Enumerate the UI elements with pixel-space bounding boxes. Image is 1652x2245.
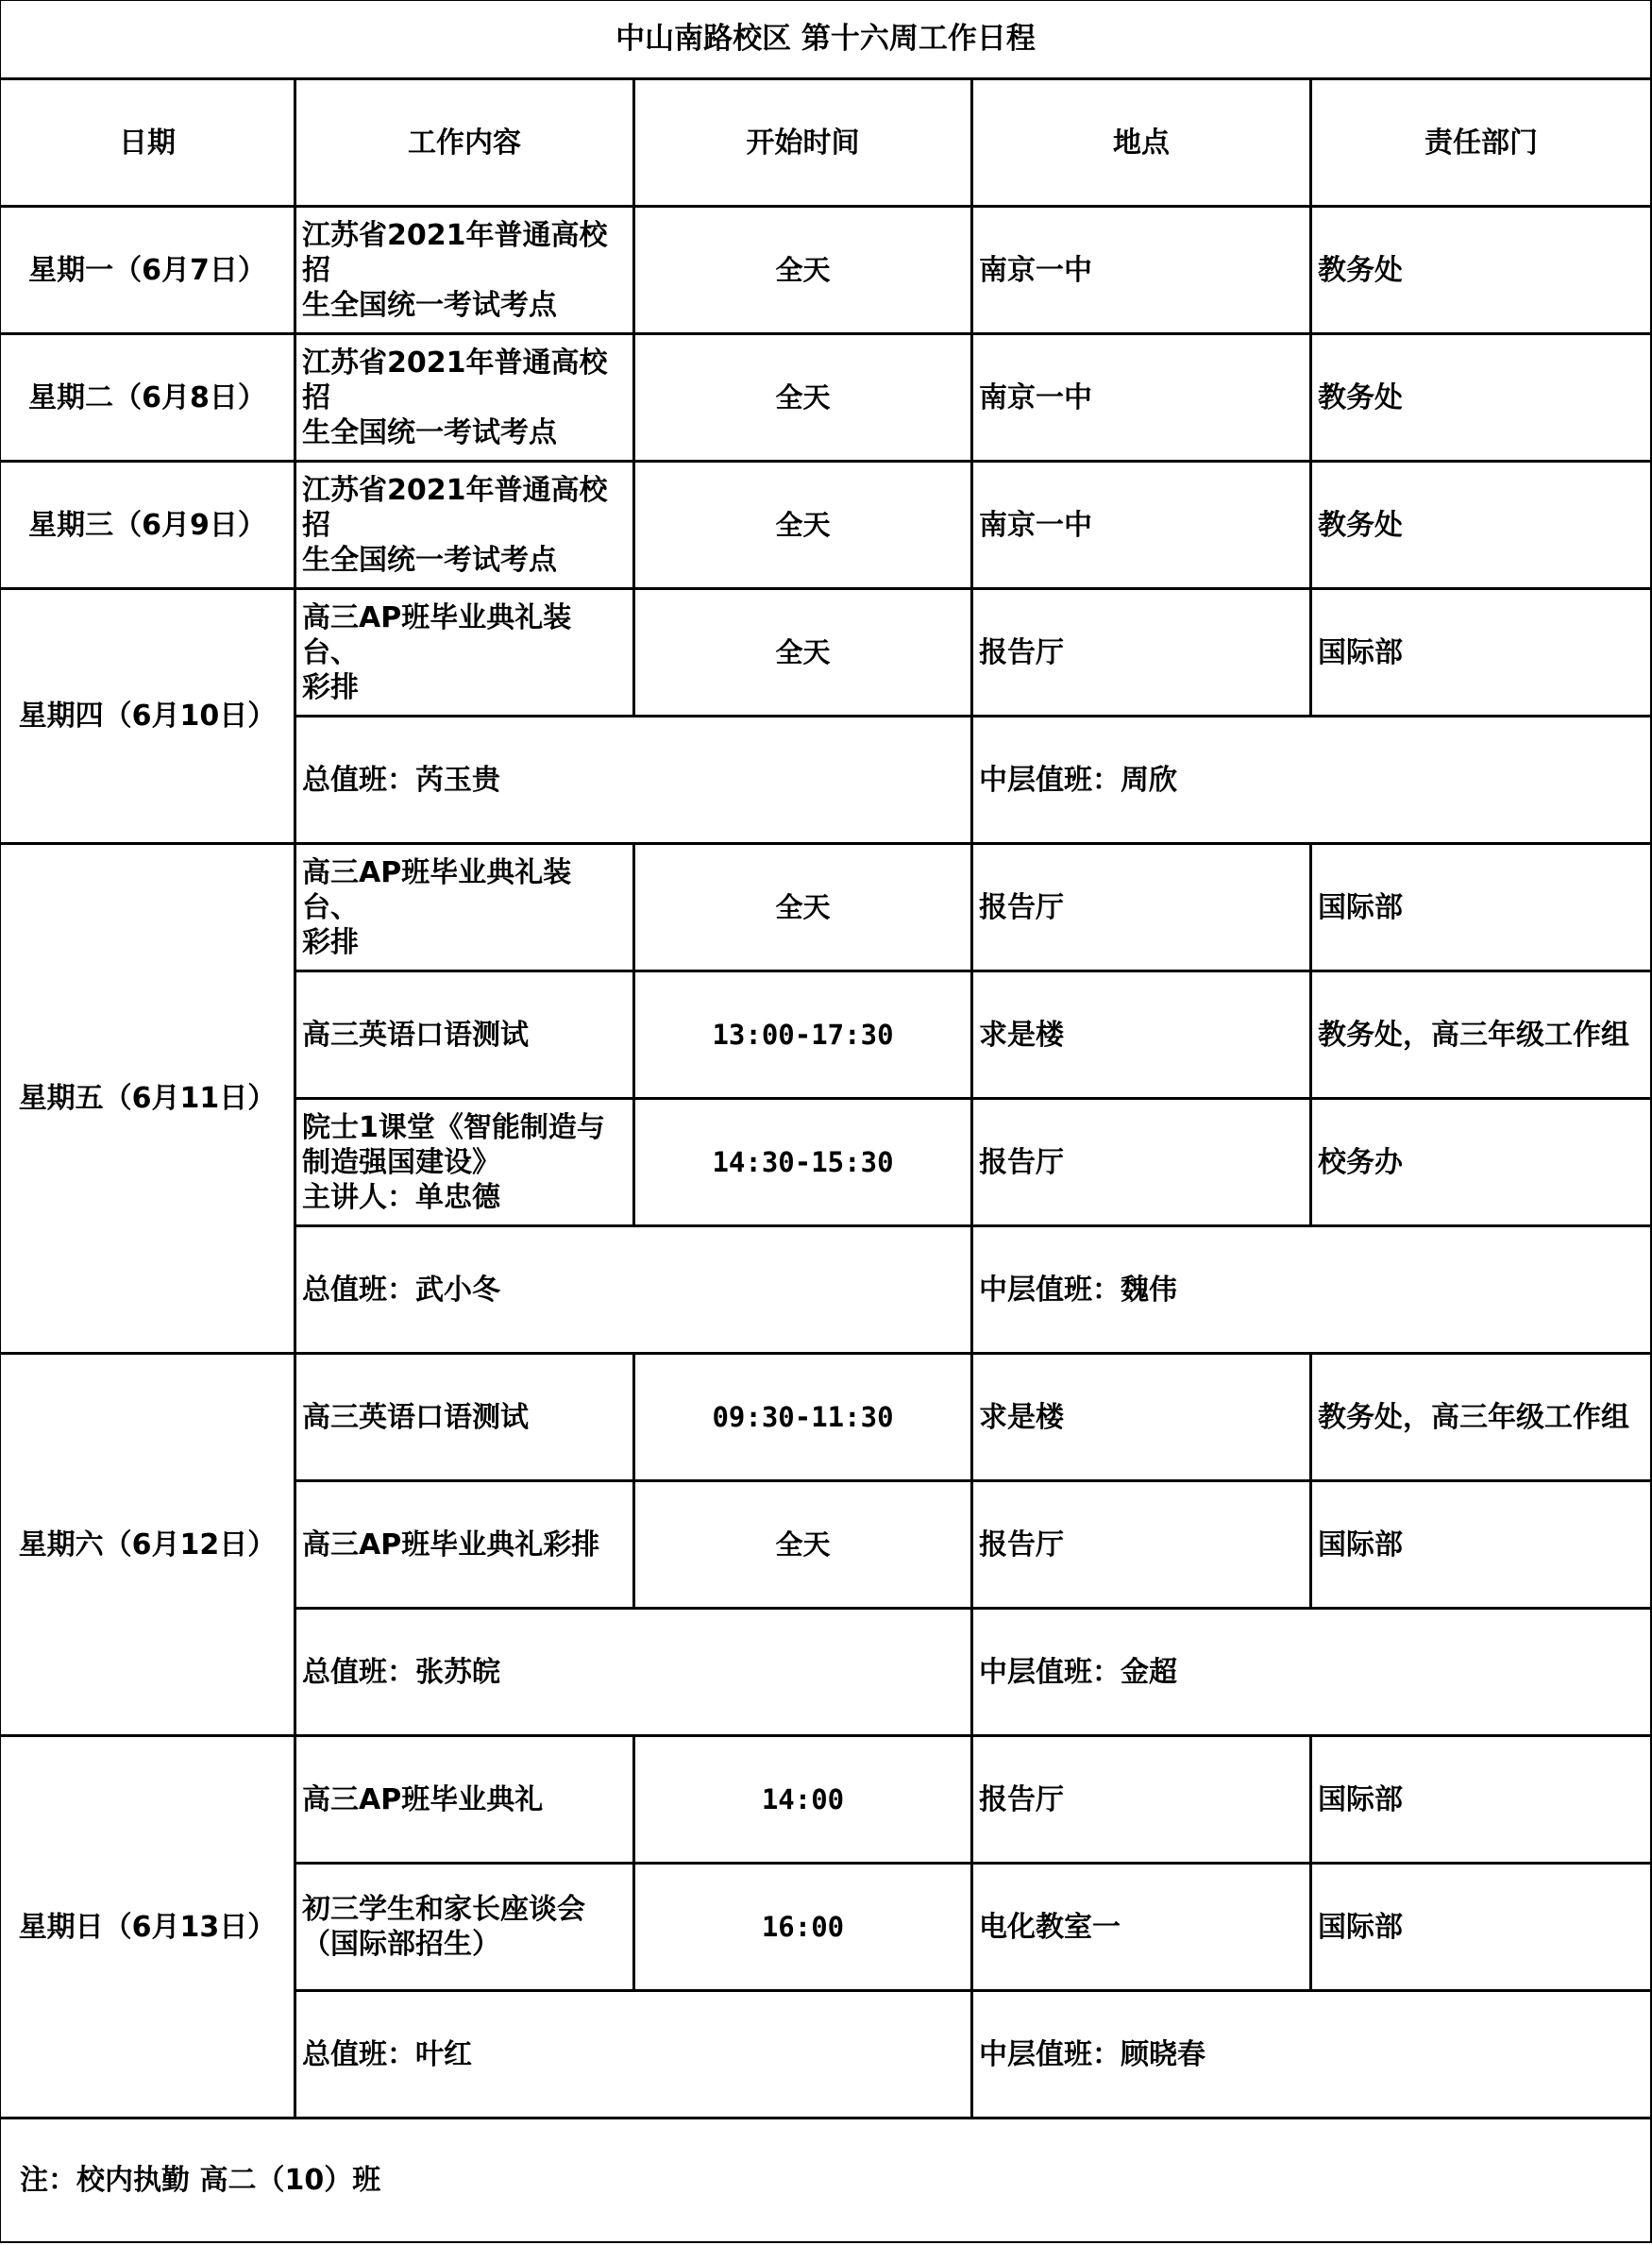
duty-middle [971,1608,1652,1736]
event-place-text: 报告厅 [979,1528,1064,1561]
duty-general-text: 总值班：武小冬 [302,1273,500,1307]
header-place-text: 地点 [1113,126,1170,160]
day-cell [0,206,295,334]
event-content [295,1735,634,1864]
event-time [633,971,972,1099]
event-content-text: 初三学生和家长座谈会 （国际部招生） [302,1893,585,1961]
event-content-text: 高三AP班毕业典礼装台、 彩排 [302,600,572,704]
page-title-text: 中山南路校区 第十六周工作日程 [615,22,1036,56]
event-place [971,1480,1311,1609]
event-time [633,1863,972,1991]
duty-middle [971,1990,1652,2118]
event-place-text: 报告厅 [979,635,1064,669]
event-place [971,843,1311,971]
duty-general-text: 总值班：张苏皖 [302,1655,500,1689]
event-time [633,843,972,971]
header-content-text: 工作内容 [408,126,521,160]
duty-middle [971,1225,1652,1354]
event-dept-text: 国际部 [1318,1910,1403,1944]
event-dept [1310,843,1652,971]
event-time-text: 16:00 [761,1910,845,1943]
event-dept [1310,1353,1652,1481]
event-time [633,206,972,334]
duty-middle-text: 中层值班：魏伟 [979,1273,1177,1307]
event-time [633,1480,972,1609]
event-time-text: 14:30-15:30 [712,1145,894,1178]
event-time-text: 全天 [775,1528,831,1561]
event-content-text: 高三AP班毕业典礼彩排 [302,1528,600,1561]
event-place [971,1863,1311,1991]
event-content-text: 高三英语口语测试 [302,1018,529,1052]
event-content [295,1863,634,1991]
event-place-text: 报告厅 [979,1782,1064,1816]
event-time [633,1098,972,1226]
header-place [971,78,1311,207]
duty-general [295,1990,972,2118]
day-cell [0,461,295,589]
header-dept-text: 责任部门 [1424,126,1538,160]
event-content [295,1098,634,1226]
event-place [971,971,1311,1099]
event-place-text: 南京一中 [979,380,1092,414]
event-content [295,588,634,717]
event-place [971,1098,1311,1226]
event-time-text: 09:30-11:30 [712,1400,894,1433]
day-cell [0,1735,295,2118]
event-place [971,333,1311,462]
event-dept [1310,206,1652,334]
event-place [971,206,1311,334]
event-content-text: 院士1课堂《智能制造与 制造强国建设》 主讲人：单忠德 [302,1110,605,1214]
day-cell-text: 星期四（6月10日） [18,700,277,733]
event-dept [1310,971,1652,1099]
event-place [971,1353,1311,1481]
event-time [633,461,972,589]
event-time-text: 全天 [775,253,831,286]
duty-middle-text: 中层值班：金超 [979,1655,1177,1689]
event-place [971,588,1311,717]
event-time-text: 全天 [775,380,831,414]
event-dept [1310,461,1652,589]
event-dept [1310,1863,1652,1991]
event-place [971,1735,1311,1864]
event-dept-text: 国际部 [1318,1782,1403,1816]
event-dept-text: 教务处 [1318,253,1403,287]
footnote-text: 注：校内执勤 高二（10）班 [20,2164,381,2197]
header-dept [1310,78,1652,207]
header-time [633,78,972,207]
duty-general-text: 总值班：叶红 [302,2037,472,2071]
event-content [295,843,634,971]
day-cell-text: 星期五（6月11日） [18,1082,277,1115]
day-cell-text: 星期一（6月7日） [28,253,266,287]
day-cell [0,333,295,462]
header-date [0,78,295,207]
header-time-text: 开始时间 [746,126,860,160]
duty-middle [971,716,1652,844]
event-dept [1310,333,1652,462]
event-dept-text: 教务处，高三年级工作组 [1318,1400,1629,1434]
header-date-text: 日期 [119,126,176,160]
event-content [295,1353,634,1481]
event-time [633,588,972,717]
event-dept-text: 国际部 [1318,1528,1403,1561]
event-time-text: 全天 [775,635,831,668]
event-place-text: 求是楼 [979,1400,1064,1434]
duty-general [295,1608,972,1736]
event-time [633,333,972,462]
event-dept-text: 教务处 [1318,380,1403,414]
event-place-text: 报告厅 [979,1145,1064,1179]
event-content [295,1480,634,1609]
event-place-text: 求是楼 [979,1018,1064,1052]
duty-general [295,1225,972,1354]
event-place-text: 电化教室一 [979,1910,1121,1944]
page-title [0,0,1652,79]
day-cell-text: 星期三（6月9日） [28,508,266,542]
event-time-text: 全天 [775,508,831,541]
event-dept-text: 国际部 [1318,635,1403,669]
event-time-text: 13:00-17:30 [712,1018,894,1051]
event-content [295,971,634,1099]
event-dept-text: 教务处 [1318,508,1403,542]
event-place-text: 南京一中 [979,253,1092,287]
duty-middle-text: 中层值班：周欣 [979,763,1177,797]
day-cell-text: 星期二（6月8日） [28,380,266,414]
duty-general [295,716,972,844]
event-dept [1310,1735,1652,1864]
event-dept [1310,588,1652,717]
event-dept-text: 国际部 [1318,890,1403,924]
event-place [971,461,1311,589]
event-content-text: 江苏省2021年普通高校招 生全国统一考试考点 [302,346,608,449]
event-content-text: 江苏省2021年普通高校招 生全国统一考试考点 [302,473,608,577]
header-content [295,78,634,207]
day-cell [0,1353,295,1736]
event-content [295,206,634,334]
duty-general-text: 总值班：芮玉贵 [302,763,500,797]
event-content-text: 高三英语口语测试 [302,1400,529,1434]
day-cell [0,843,295,1354]
event-time-text: 全天 [775,890,831,923]
event-time [633,1735,972,1864]
day-cell-text: 星期六（6月12日） [18,1528,277,1561]
event-content [295,461,634,589]
event-content-text: 高三AP班毕业典礼装台、 彩排 [302,855,572,959]
event-dept [1310,1480,1652,1609]
event-time [633,1353,972,1481]
event-content-text: 高三AP班毕业典礼 [302,1782,544,1816]
event-content-text: 江苏省2021年普通高校招 生全国统一考试考点 [302,218,608,322]
event-dept [1310,1098,1652,1226]
event-content [295,333,634,462]
day-cell-text: 星期日（6月13日） [18,1910,277,1944]
event-place-text: 报告厅 [979,890,1064,924]
duty-middle-text: 中层值班：顾晓春 [979,2037,1205,2071]
day-cell [0,588,295,844]
footnote [0,2118,1652,2243]
event-dept-text: 校务办 [1318,1145,1403,1179]
event-dept-text: 教务处，高三年级工作组 [1318,1018,1629,1052]
event-place-text: 南京一中 [979,508,1092,542]
event-time-text: 14:00 [761,1782,845,1815]
